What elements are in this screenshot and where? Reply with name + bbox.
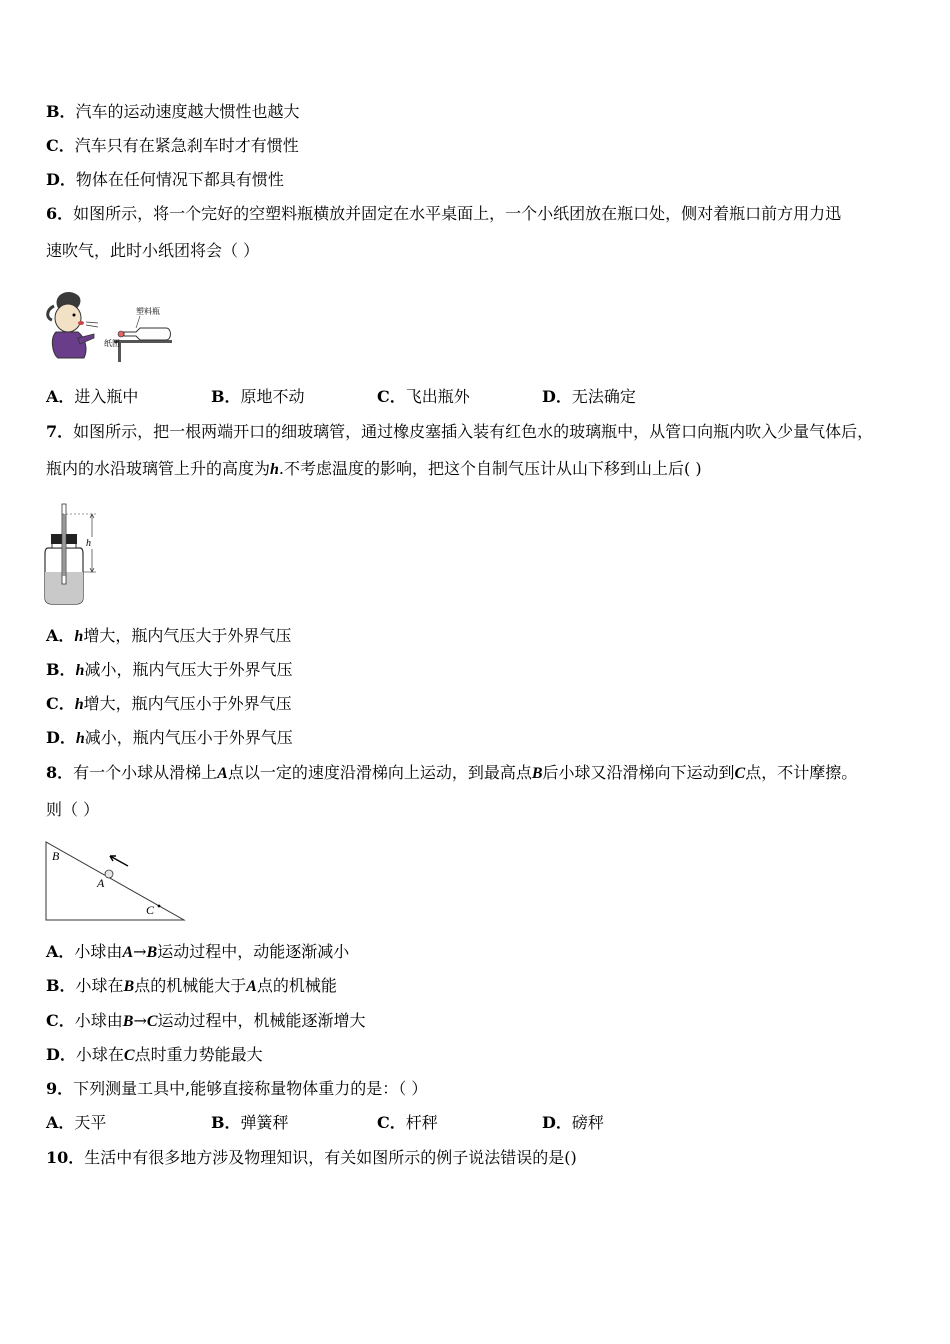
q9-option-d bbox=[542, 1112, 604, 1134]
paper-label: 纸团 bbox=[104, 339, 120, 348]
option-text: 原地不动 bbox=[240, 387, 305, 406]
variable-h: h bbox=[270, 461, 279, 478]
paper-ball-icon bbox=[118, 331, 124, 337]
point-b: B bbox=[122, 1013, 134, 1030]
point-c: C bbox=[123, 1047, 135, 1064]
point-a: A bbox=[217, 765, 228, 782]
q7-figure-barometer bbox=[42, 500, 102, 606]
q8-figure-slide bbox=[44, 840, 186, 922]
option-text: 进入瓶中 bbox=[74, 387, 139, 406]
stem-text: 有一个小球从滑梯上 bbox=[73, 763, 218, 782]
option-text: 点的机械能 bbox=[256, 976, 337, 995]
q9-stem bbox=[46, 1078, 427, 1100]
variable-h: h bbox=[74, 628, 84, 645]
q8-option-d bbox=[46, 1044, 263, 1067]
q6-option-b bbox=[211, 386, 305, 408]
option-label: A． bbox=[46, 1113, 75, 1132]
q5-option-d bbox=[46, 169, 284, 191]
option-label: B． bbox=[211, 1113, 241, 1132]
bottle-label: 塑料瓶 bbox=[136, 307, 160, 316]
option-label: C． bbox=[46, 136, 75, 155]
q6-options bbox=[46, 386, 926, 408]
q5-option-b bbox=[46, 101, 300, 123]
q9-option-b bbox=[211, 1112, 289, 1134]
option-text: 杆秤 bbox=[405, 1113, 438, 1132]
point-b: B bbox=[123, 978, 135, 995]
option-label: C． bbox=[46, 1011, 75, 1030]
option-text: 减小，瓶内气压大于外界气压 bbox=[84, 660, 293, 679]
q9-option-a bbox=[46, 1112, 106, 1134]
point-b: B bbox=[146, 944, 158, 961]
point-a: A bbox=[246, 978, 257, 995]
stem-text: 瓶内的水沿玻璃管上升的高度为 bbox=[46, 459, 271, 478]
point-c: C bbox=[146, 1013, 158, 1030]
q6-stem-line2 bbox=[46, 240, 259, 262]
option-label: C． bbox=[377, 387, 406, 406]
label-c: C bbox=[146, 903, 155, 917]
q9-options bbox=[46, 1112, 926, 1134]
stem-text: 速吹气，此时小纸团将会（ ） bbox=[46, 241, 260, 260]
arrow-symbol: → bbox=[133, 1011, 147, 1030]
point-c: C bbox=[734, 765, 746, 782]
option-text: 点时重力势能最大 bbox=[134, 1045, 263, 1064]
face-icon bbox=[55, 304, 81, 332]
arrow-symbol: → bbox=[133, 942, 147, 961]
stem-text: 后小球又沿滑梯向下运动到 bbox=[542, 763, 735, 782]
option-text: 汽车只有在紧急刹车时才有惯性 bbox=[74, 136, 299, 155]
question-number: 8． bbox=[46, 763, 74, 782]
option-text: 弹簧秤 bbox=[240, 1113, 289, 1132]
option-label: C． bbox=[46, 694, 75, 713]
option-text: 点的机械能大于 bbox=[134, 976, 247, 995]
slide-triangle-icon bbox=[46, 842, 184, 920]
q6-option-c bbox=[377, 386, 470, 408]
option-text: 小球在 bbox=[75, 976, 124, 995]
q8-option-b bbox=[46, 975, 337, 998]
question-number: 10． bbox=[46, 1148, 85, 1167]
q8-option-a bbox=[46, 941, 349, 964]
option-text: 小球在 bbox=[75, 1045, 124, 1064]
q7-option-a bbox=[46, 625, 291, 648]
option-text: 飞出瓶外 bbox=[405, 387, 470, 406]
option-text: 无法确定 bbox=[571, 387, 636, 406]
option-label: A． bbox=[46, 387, 75, 406]
option-label: D． bbox=[542, 1113, 572, 1132]
question-number: 6． bbox=[46, 204, 74, 223]
stem-text: 生活中有很多地方涉及物理知识，有关如图所示的例子说法错误的是() bbox=[84, 1148, 577, 1167]
q8-stem-line2 bbox=[46, 799, 99, 821]
variable-h: h bbox=[74, 696, 84, 713]
question-number: 9． bbox=[46, 1079, 74, 1098]
q7-option-d bbox=[46, 727, 293, 750]
option-text: 汽车的运动速度越大惯性也越大 bbox=[75, 102, 300, 121]
body-icon bbox=[52, 332, 86, 358]
option-label: A． bbox=[46, 626, 75, 645]
option-label: D． bbox=[542, 387, 572, 406]
q8-option-c bbox=[46, 1010, 366, 1033]
q6-option-d bbox=[542, 386, 636, 408]
h-label: h bbox=[86, 538, 91, 549]
option-text: 增大，瓶内气压小于外界气压 bbox=[83, 694, 292, 713]
option-label: B． bbox=[211, 387, 241, 406]
option-label: A． bbox=[46, 942, 75, 961]
option-text: 小球由 bbox=[74, 942, 123, 961]
q5-option-c bbox=[46, 135, 299, 157]
point-a: A bbox=[122, 944, 134, 961]
option-label: B． bbox=[46, 660, 76, 679]
option-text: 小球由 bbox=[74, 1011, 123, 1030]
option-label: C． bbox=[377, 1113, 406, 1132]
variable-h: h bbox=[75, 730, 85, 747]
stem-text: .不考虑温度的影响，把这个自制气压计从山下移到山上后( ) bbox=[278, 459, 702, 478]
stem-text: 如图所示，把一根两端开口的细玻璃管，通过橡皮塞插入装有红色水的玻璃瓶中，从管口向瓶内吹入少量气体后， bbox=[73, 422, 874, 441]
label-a: A bbox=[97, 876, 105, 890]
q7-stem-line1 bbox=[46, 421, 873, 443]
option-text: 磅秤 bbox=[571, 1113, 604, 1132]
bottle-icon bbox=[124, 328, 171, 340]
option-label: B． bbox=[46, 102, 76, 121]
option-text: 减小，瓶内气压小于外界气压 bbox=[84, 728, 293, 747]
option-label: D． bbox=[46, 170, 76, 189]
option-text: 运动过程中，动能逐渐减小 bbox=[157, 942, 350, 961]
option-text: 增大，瓶内气压大于外界气压 bbox=[83, 626, 292, 645]
stem-text: 则（ ） bbox=[46, 800, 100, 819]
option-label: B． bbox=[46, 976, 76, 995]
option-label: D． bbox=[46, 1045, 76, 1064]
ponytail-icon bbox=[48, 306, 54, 320]
ball-icon bbox=[105, 870, 113, 878]
q7-option-b bbox=[46, 659, 292, 682]
stem-text: 下列测量工具中,能够直接称量物体重力的是：（ ） bbox=[73, 1079, 428, 1098]
option-text: 天平 bbox=[74, 1113, 107, 1132]
question-number: 7． bbox=[46, 422, 74, 441]
option-text: 运动过程中，机械能逐渐增大 bbox=[157, 1011, 366, 1030]
stem-text: 点，不计摩擦。 bbox=[745, 763, 858, 782]
option-label: D． bbox=[46, 728, 76, 747]
q6-option-a bbox=[46, 386, 138, 408]
point-b: B bbox=[531, 765, 543, 782]
q6-figure-blowing-bottle bbox=[44, 288, 174, 362]
stem-text: 点以一定的速度沿滑梯向上运动，到最高点 bbox=[227, 763, 532, 782]
q8-stem-line1 bbox=[46, 762, 857, 785]
option-text: 物体在任何情况下都具有惯性 bbox=[75, 170, 284, 189]
q10-stem bbox=[46, 1147, 577, 1169]
stem-text: 如图所示，将一个完好的空塑料瓶横放并固定在水平桌面上，一个小纸团放在瓶口处，侧对着瓶口前方用力迅 bbox=[73, 204, 842, 223]
q6-stem-line1 bbox=[46, 203, 841, 225]
q7-stem-line2 bbox=[46, 458, 702, 481]
q9-option-c bbox=[377, 1112, 438, 1134]
variable-h: h bbox=[75, 662, 85, 679]
q7-option-c bbox=[46, 693, 292, 716]
label-b: B bbox=[52, 849, 60, 863]
